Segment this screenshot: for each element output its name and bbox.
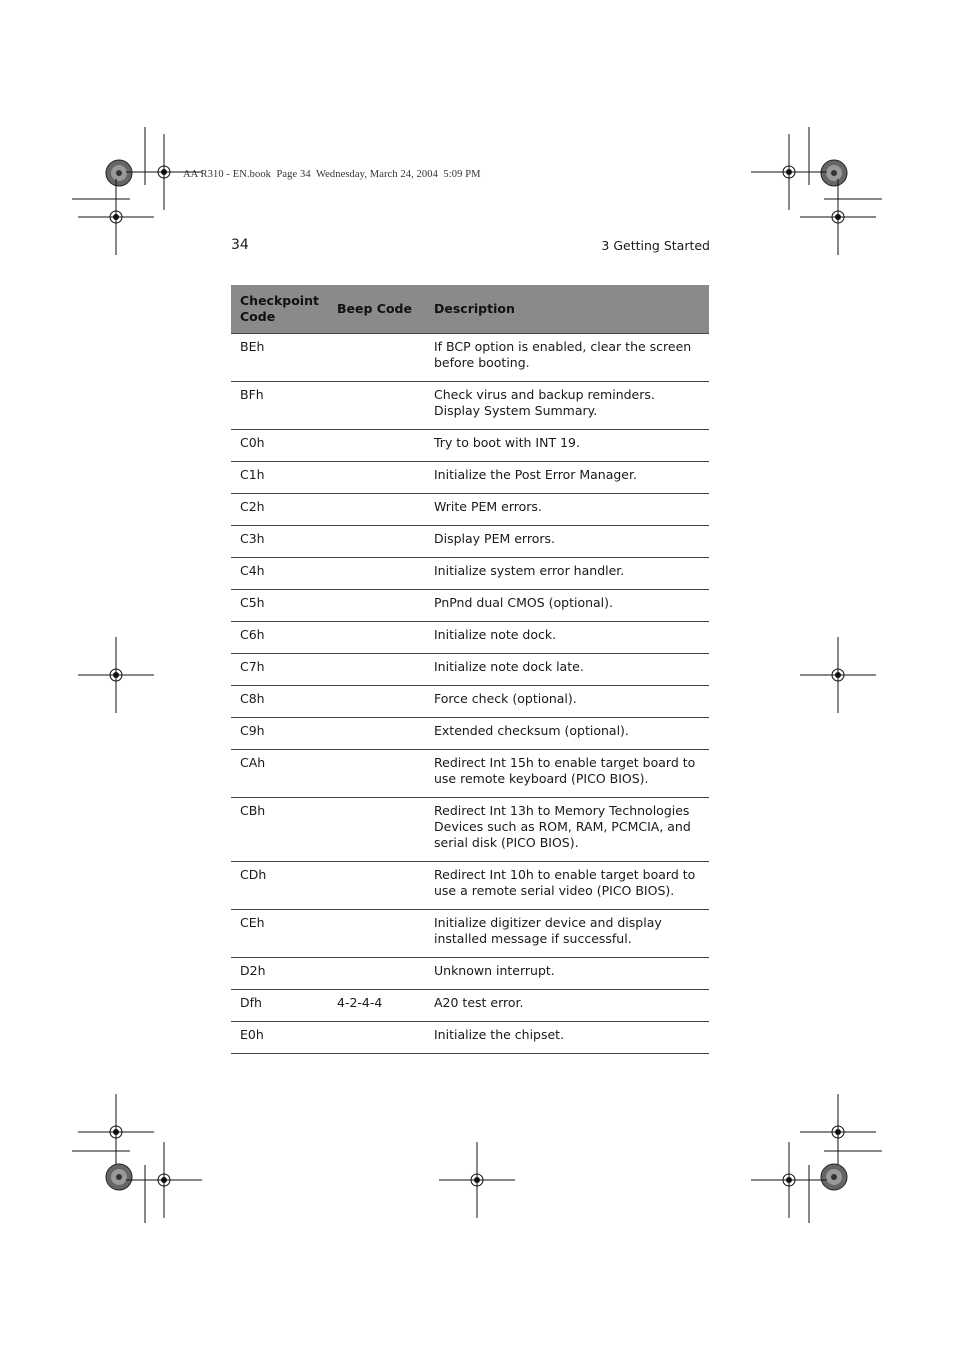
description: Redirect Int 15h to enable target board to use remote keyboard (PICO BIOS). (425, 749, 709, 797)
checkpoint-code: C1h (231, 461, 328, 493)
column-header-description: Description (425, 285, 709, 333)
registration-mark-icon (78, 1094, 154, 1170)
checkpoint-code: D2h (231, 957, 328, 989)
registration-mark-icon (78, 179, 154, 255)
checkpoint-code: C8h (231, 685, 328, 717)
description: A20 test error. (425, 989, 709, 1021)
description: Initialize the Post Error Manager. (425, 461, 709, 493)
description: Initialize system error handler. (425, 557, 709, 589)
running-header: 3 Getting Started (601, 238, 710, 253)
registration-mark-icon (126, 1142, 202, 1218)
description: Initialize digitizer device and display installed message if successful. (425, 909, 709, 957)
description: Display PEM errors. (425, 525, 709, 557)
description: Try to boot with INT 19. (425, 429, 709, 461)
description: Initialize note dock. (425, 621, 709, 653)
checkpoint-code: C0h (231, 429, 328, 461)
description: Redirect Int 10h to enable target board to use a remote serial video (PICO BIOS). (425, 861, 709, 909)
description: PnPnd dual CMOS (optional). (425, 589, 709, 621)
checkpoint-code: C9h (231, 717, 328, 749)
registration-mark-icon (78, 637, 154, 713)
color-target-icon (106, 160, 132, 186)
checkpoint-code: CDh (231, 861, 328, 909)
color-target-icon (821, 160, 847, 186)
beep-code: 4-2-4-4 (328, 989, 425, 1021)
checkpoint-code: C6h (231, 621, 328, 653)
registration-mark-icon (800, 179, 876, 255)
page-number: 34 (231, 237, 249, 253)
registration-mark-icon (751, 134, 827, 210)
registration-mark-icon (800, 1094, 876, 1170)
column-header-checkpoint: Checkpoint Code (231, 285, 328, 333)
checkpoint-code: BFh (231, 381, 328, 429)
checkpoint-code: C3h (231, 525, 328, 557)
checkpoint-code: C4h (231, 557, 328, 589)
description: Unknown interrupt. (425, 957, 709, 989)
checkpoint-code: E0h (231, 1021, 328, 1053)
description: If BCP option is enabled, clear the screen before booting. (425, 333, 709, 381)
description: Force check (optional). (425, 685, 709, 717)
print-slug: AA R310 - EN.book Page 34 Wednesday, March 24, 2004 5:09 PM (183, 169, 481, 180)
description: Write PEM errors. (425, 493, 709, 525)
checkpoint-code: C5h (231, 589, 328, 621)
registration-mark-icon (439, 1142, 515, 1218)
description: Extended checksum (optional). (425, 717, 709, 749)
checkpoint-code: C7h (231, 653, 328, 685)
description: Initialize note dock late. (425, 653, 709, 685)
registration-mark-icon (751, 1142, 827, 1218)
checkpoint-code: BEh (231, 333, 328, 381)
description: Check virus and backup reminders. Display System Summary. (425, 381, 709, 429)
registration-mark-icon (126, 134, 202, 210)
registration-mark-icon (800, 637, 876, 713)
checkpoint-code: CAh (231, 749, 328, 797)
checkpoint-code: Dfh (231, 989, 328, 1021)
column-header-beep: Beep Code (328, 285, 425, 333)
description: Initialize the chipset. (425, 1021, 709, 1053)
color-target-icon (106, 1164, 132, 1190)
color-target-icon (821, 1164, 847, 1190)
checkpoint-code: CBh (231, 797, 328, 861)
checkpoint-code: C2h (231, 493, 328, 525)
description: Redirect Int 13h to Memory Technologies Devices such as ROM, RAM, PCMCIA, and serial disk (PICO BIOS). (425, 797, 709, 861)
checkpoint-code: CEh (231, 909, 328, 957)
